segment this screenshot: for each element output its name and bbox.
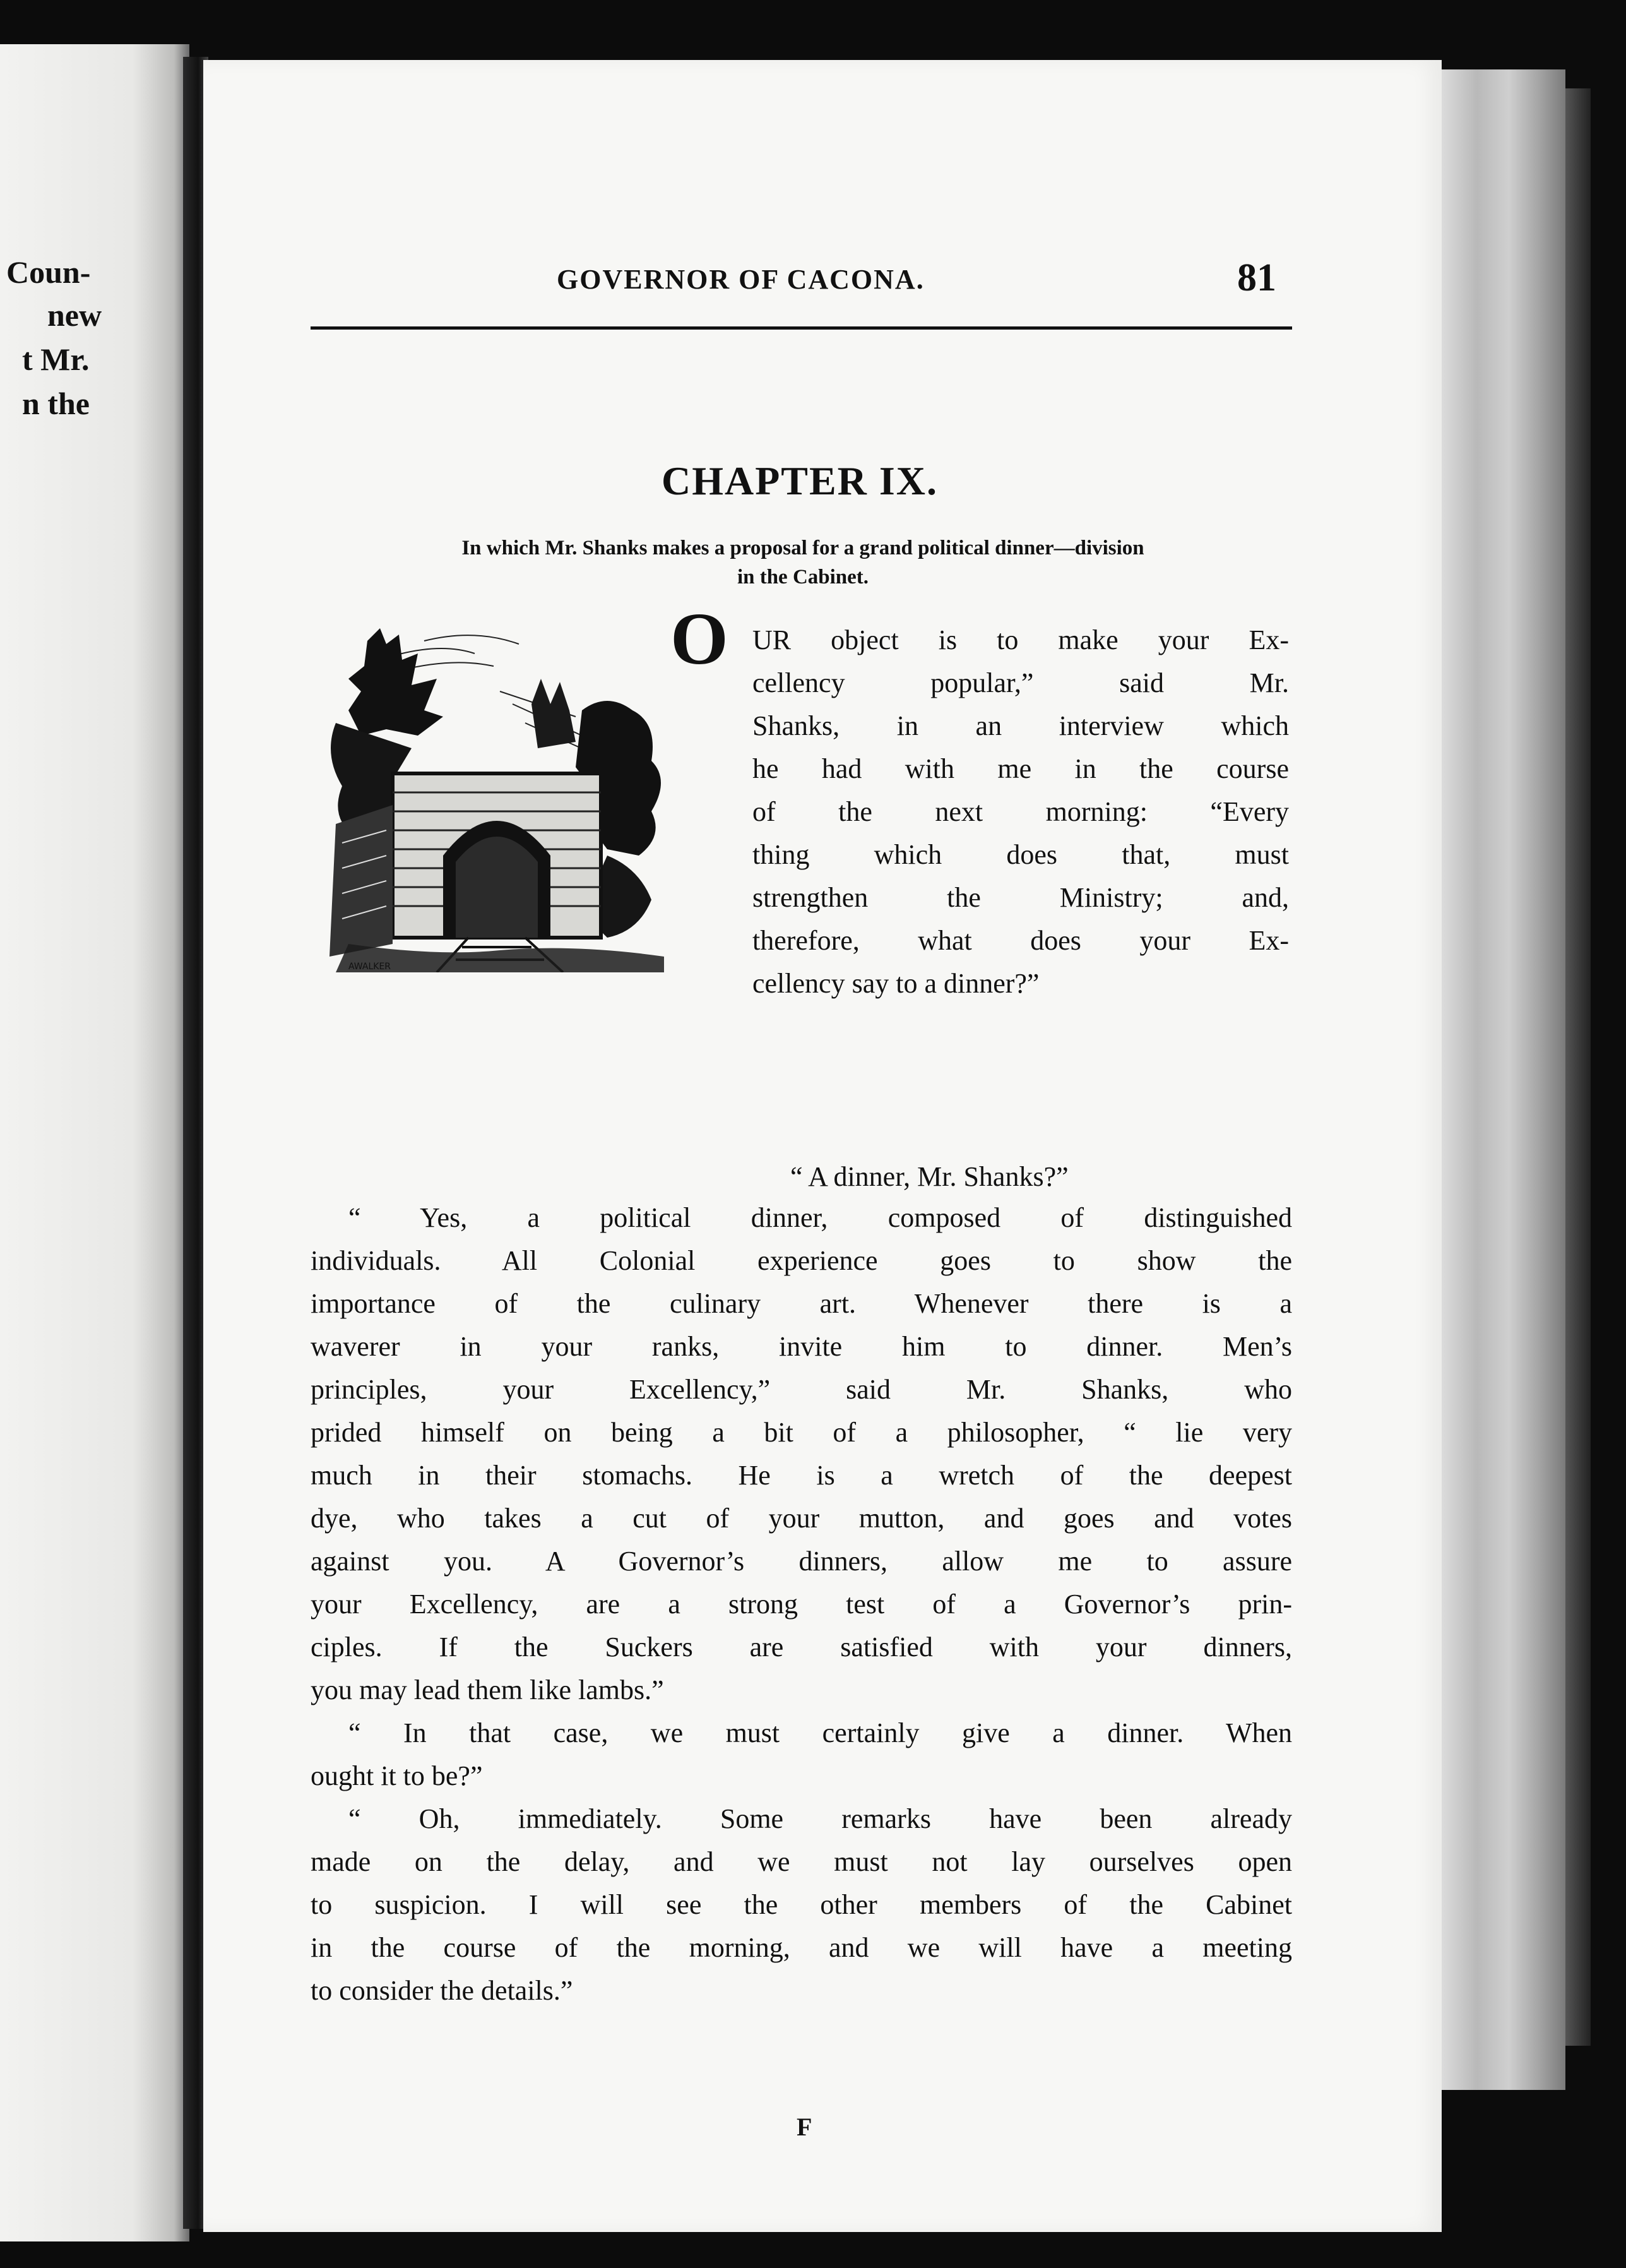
text-line: strengthen the Ministry; and, bbox=[752, 882, 1289, 913]
text-line: waverer in your ranks, invite him to dinner. Men’s bbox=[311, 1331, 1292, 1362]
drop-cap: O bbox=[670, 597, 728, 680]
dialogue-line: “ A dinner, Mr. Shanks?” bbox=[790, 1161, 1069, 1192]
opening-paragraph bbox=[752, 619, 1289, 1005]
text-line: you may lead them like lambs.” bbox=[311, 1674, 664, 1705]
left-page-fragment: t Mr. bbox=[22, 342, 90, 377]
left-page-edge bbox=[0, 44, 189, 2241]
text-line: dye, who takes a cut of your mutton, and goes and votes bbox=[311, 1503, 1292, 1534]
page-number: 81 bbox=[1237, 256, 1276, 299]
text-line: UR object is to make your Ex- bbox=[752, 624, 1289, 655]
text-line: made on the delay, and we must not lay ourselves open bbox=[311, 1846, 1292, 1877]
text-line: prided himself on being a bit of a philosopher, “ lie very bbox=[311, 1417, 1292, 1448]
text-line: ought it to be?” bbox=[311, 1760, 483, 1791]
left-page-fragment: new bbox=[47, 297, 102, 333]
header-rule bbox=[311, 326, 1292, 330]
book-page bbox=[203, 60, 1442, 2232]
text-line: your Excellency, are a strong test of a Governor’s prin- bbox=[311, 1589, 1292, 1620]
text-line: in the course of the morning, and we will have a meeting bbox=[311, 1932, 1292, 1963]
body-paragraphs bbox=[311, 1197, 1292, 2012]
text-line: “ Yes, a political dinner, composed of distinguished bbox=[348, 1202, 1292, 1233]
text-line: individuals. All Colonial experience goes to show the bbox=[311, 1245, 1292, 1276]
running-head-title: GOVERNOR OF CACONA. bbox=[557, 264, 925, 295]
running-head bbox=[311, 256, 1289, 314]
text-line: importance of the culinary art. Whenever there is a bbox=[311, 1288, 1292, 1319]
text-line: to suspicion. I will see the other members of the Cabinet bbox=[311, 1889, 1292, 1920]
text-line: principles, your Excellency,” said Mr. Shanks, who bbox=[311, 1374, 1292, 1405]
signature-mark: F bbox=[797, 2113, 812, 2141]
text-line: cellency say to a dinner?” bbox=[752, 968, 1040, 999]
page-content bbox=[311, 180, 1292, 2200]
synopsis-line: In which Mr. Shanks makes a proposal for a grand political dinner—division bbox=[461, 537, 1144, 559]
text-line: therefore, what does your Ex- bbox=[752, 925, 1289, 956]
text-line: ciples. If the Suckers are satisfied with your dinners, bbox=[311, 1632, 1292, 1662]
text-line: much in their stomachs. He is a wretch of the deepest bbox=[311, 1460, 1292, 1491]
chapter-synopsis bbox=[311, 534, 1295, 592]
synopsis-line: in the Cabinet. bbox=[737, 566, 869, 588]
engraver-signature: AWALKER bbox=[348, 962, 391, 972]
text-line: to consider the details.” bbox=[311, 1975, 573, 2006]
left-page-fragment: Coun- bbox=[6, 254, 91, 290]
text-line: cellency popular,” said Mr. bbox=[752, 667, 1289, 698]
page-stack-edge bbox=[1439, 69, 1565, 2090]
book-cover-edge bbox=[1565, 88, 1591, 2046]
text-line: of the next morning: “Every bbox=[752, 796, 1289, 827]
text-line: thing which does that, must bbox=[752, 839, 1289, 870]
text-line: “ Oh, immediately. Some remarks have been already bbox=[348, 1803, 1292, 1834]
text-line: against you. A Governor’s dinners, allow me to assure bbox=[311, 1546, 1292, 1577]
text-line: he had with me in the course bbox=[752, 753, 1289, 784]
tunnel-vignette-icon bbox=[311, 616, 677, 972]
text-line: “ In that case, we must certainly give a dinner. When bbox=[348, 1717, 1292, 1748]
left-page-fragment: n the bbox=[22, 386, 90, 421]
chapter-title: CHAPTER IX. bbox=[661, 458, 939, 503]
text-line: Shanks, in an interview which bbox=[752, 710, 1289, 741]
